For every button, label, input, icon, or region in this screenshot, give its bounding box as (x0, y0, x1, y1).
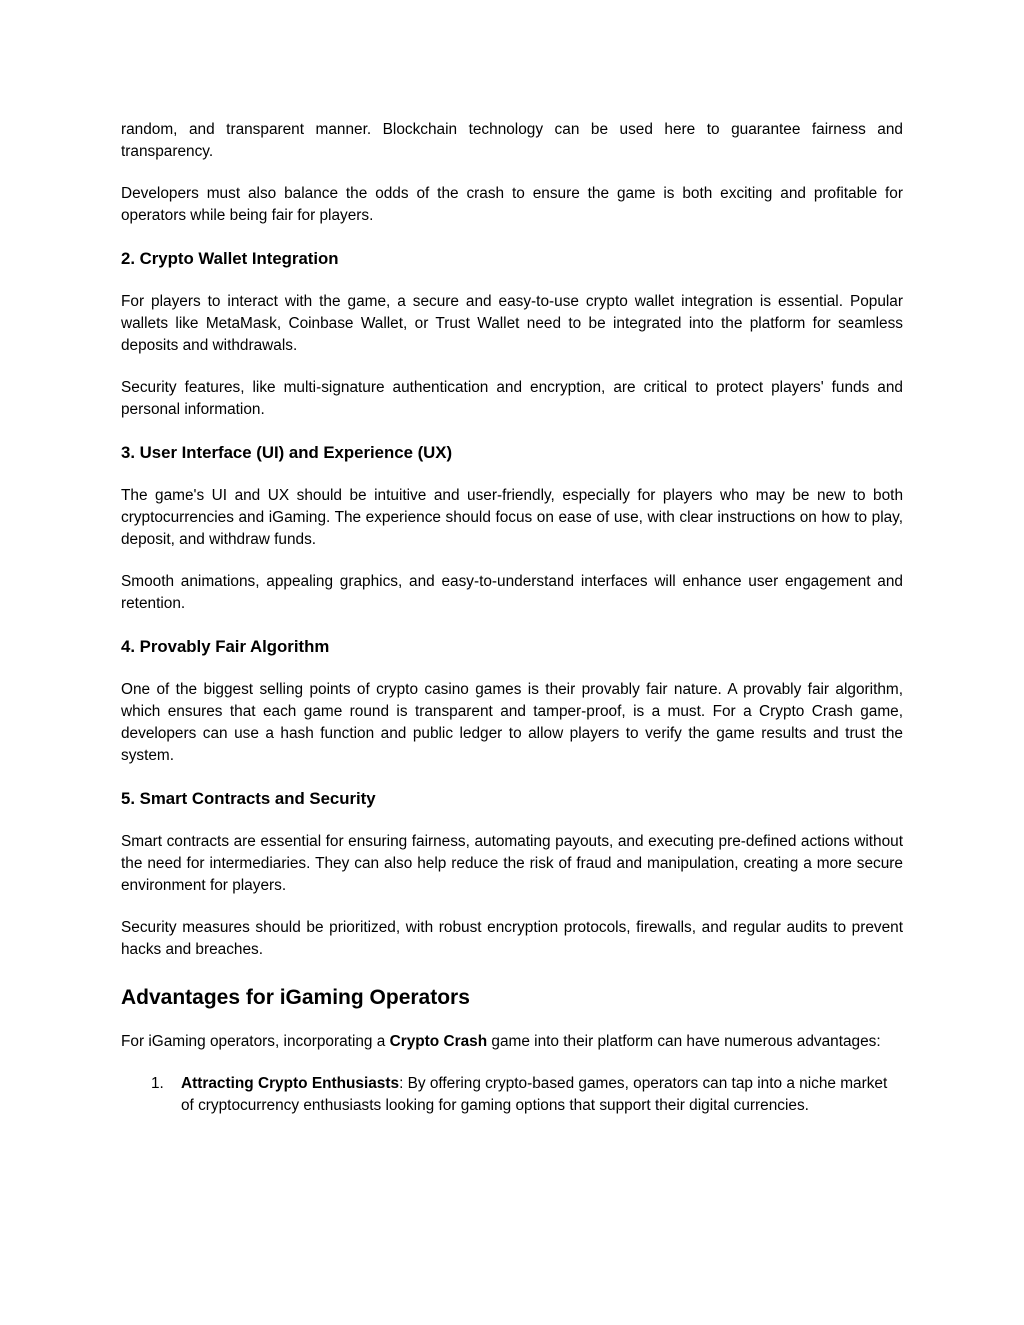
smart-contracts-paragraph-1: Smart contracts are essential for ensuring fairness, automating payouts, and executing pre-defined actions without the need for intermediaries. They can also help reduce the risk of fraud and manipulation, creating a more secure environment for players. (121, 833, 903, 894)
provably-fair-paragraph: One of the biggest selling points of crypto casino games is their provably fair nature. A provably fair algorithm, which ensures that each game round is transparent and tamper-proof, is a must. For a Crypto Crash game, developers can use a hash function and public ledger to allow players to verify the game results and trust the system. (121, 681, 903, 764)
section-heading-ui-ux: 3. User Interface (UI) and Experience (UX) (121, 443, 453, 462)
advantages-list (121, 1073, 903, 1117)
advantages-heading: Advantages for iGaming Operators (121, 986, 470, 1009)
advantages-intro (121, 1031, 903, 1053)
list-item-title: Attracting Crypto Enthusiasts (181, 1075, 400, 1092)
ui-ux-paragraph-2: Smooth animations, appealing graphics, and easy-to-understand interfaces will enhance user engagement and retention. (121, 573, 903, 612)
section-heading-wallet: 2. Crypto Wallet Integration (121, 249, 339, 268)
list-item (121, 1073, 903, 1117)
advantages-intro-before: For iGaming operators, incorporating a (121, 1033, 390, 1050)
list-item-text: : By offering crypto-based games, operators can tap into a niche market of cryptocurrency enthusiasts looking for gaming options that support their digital currencies. (181, 1075, 888, 1114)
section-heading-smart-contracts: 5. Smart Contracts and Security (121, 789, 376, 808)
document-page (121, 119, 903, 1117)
smart-contracts-paragraph-2: Security measures should be prioritized, with robust encryption protocols, firewalls, and regular audits to prevent hacks and breaches. (121, 919, 903, 958)
wallet-paragraph-1: For players to interact with the game, a secure and easy-to-use crypto wallet integration is essential. Popular wallets like MetaMask, Coinbase Wallet, or Trust Wallet need to be integrated into the platform for seamless deposits and withdrawals. (121, 293, 903, 354)
advantages-intro-bold: Crypto Crash (389, 1033, 488, 1050)
section-heading-provably-fair: 4. Provably Fair Algorithm (121, 637, 330, 656)
intro-paragraph-1: random, and transparent manner. Blockchain technology can be used here to guarantee fairness and transparency. (121, 121, 903, 160)
wallet-paragraph-2: Security features, like multi-signature authentication and encryption, are critical to protect players' funds and personal information. (121, 379, 903, 418)
list-item-number: 1. (151, 1075, 164, 1092)
intro-paragraph-2: Developers must also balance the odds of the crash to ensure the game is both exciting and profitable for operators while being fair for players. (121, 185, 903, 224)
advantages-intro-after: game into their platform can have numerous advantages: (487, 1033, 881, 1050)
ui-ux-paragraph-1: The game's UI and UX should be intuitive and user-friendly, especially for players who may be new to both cryptocurrencies and iGaming. The experience should focus on ease of use, with clear instructions on how to play, deposit, and withdraw funds. (121, 487, 903, 548)
